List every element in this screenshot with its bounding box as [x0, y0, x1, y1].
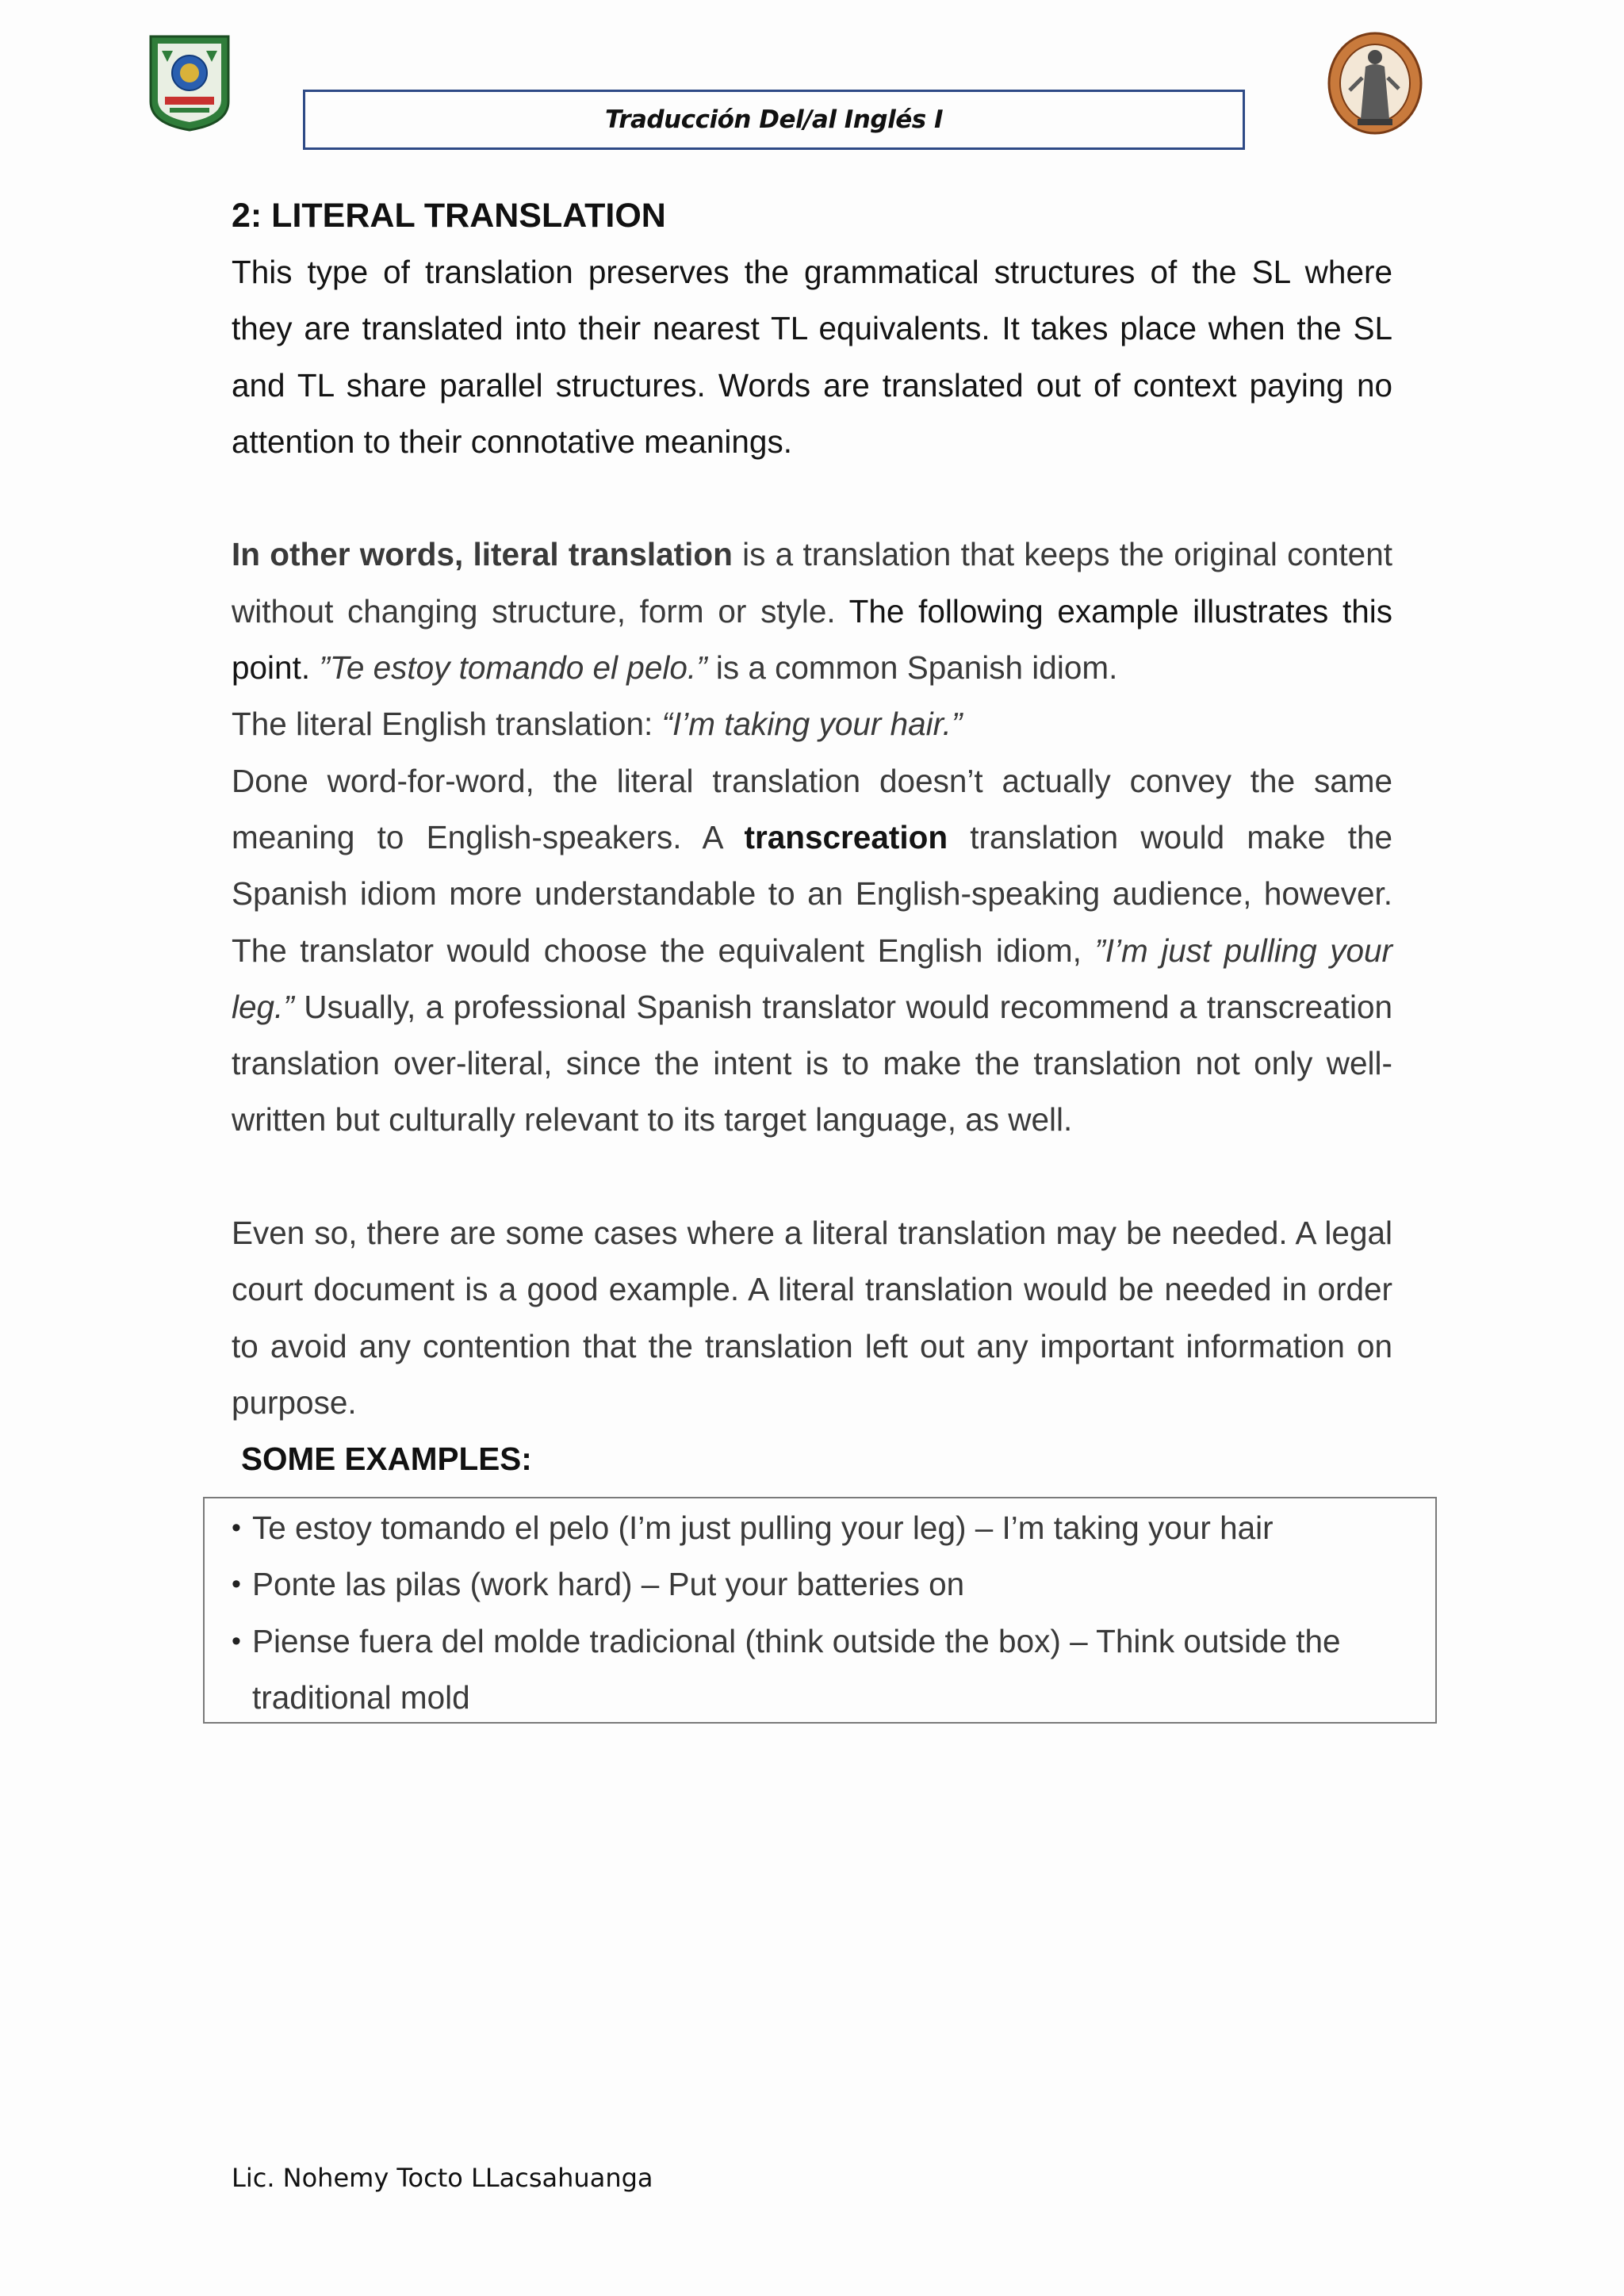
text-segment: Usually, a professional Spanish translator would recommend a transcreation translation over-literal, since the intent is to make the translation not only well-written but culturally relevant to its target language, as well.	[232, 988, 1392, 1138]
text-segment: Done word-for-word, the literal translation doesn’t actually convey the same meaning to English-speakers. A	[232, 762, 1392, 855]
footer-author: Lic. Nohemy Tocto LLacsahuanga	[232, 2163, 653, 2193]
paragraph-gap	[232, 470, 1392, 526]
paragraph-transcreation	[232, 753, 1392, 1149]
bold-lead: In other words, literal translation	[232, 536, 733, 573]
examples-box	[203, 1497, 1437, 1724]
paragraph-legal-example: Even so, there are some cases where a literal translation may be needed. A legal court document is a good example. A literal translation would be needed in order to avoid any contention that the translation left out any important information on purpose.	[232, 1215, 1392, 1421]
section-heading: 2: LITERAL TRANSLATION	[232, 197, 666, 235]
text-segment: is a translation that keeps the original content without changing structure, form or style.	[232, 536, 1392, 629]
bullet-icon: •	[232, 1625, 241, 1656]
examples-heading: SOME EXAMPLES:	[241, 1441, 532, 1478]
university-crest-icon	[146, 32, 233, 133]
examples-list	[232, 1500, 1394, 1726]
text-segment: is a common Spanish idiom.	[707, 649, 1118, 687]
text-segment: The following example illustrates this point.	[232, 592, 1392, 687]
text-segment: translation would make the Spanish idiom more understandable to an English-speaking audience, however. The translator would choose the equivalent English idiom,	[232, 818, 1392, 969]
literal-italic: “I’m taking your hair.”	[661, 706, 963, 743]
paragraph-in-other-words	[232, 526, 1392, 696]
paragraph-definition: This type of translation preserves the grammatical structures of the SL where they are translated into their nearest TL equivalents. It takes place when the SL and TL share parallel structures. Words are translated out of context paying no attention to their connotative meanings.	[232, 254, 1392, 460]
idiom-italic: ”Te estoy tomando el pelo.”	[319, 649, 707, 687]
list-item	[232, 1556, 1394, 1613]
example-text: Te estoy tomando el pelo (I’m just pulling your leg) – I’m taking your hair	[252, 1510, 1274, 1546]
list-item	[232, 1500, 1394, 1556]
text-segment: The literal English translation:	[232, 706, 662, 743]
bullet-icon: •	[232, 1569, 241, 1600]
main-content	[232, 187, 1392, 1487]
faculty-seal-icon	[1326, 30, 1424, 136]
example-text: Ponte las pilas (work hard) – Put your batteries on	[252, 1566, 965, 1603]
transcreation-bold: transcreation	[744, 818, 948, 855]
paragraph-gap	[232, 1149, 1392, 1205]
example-text: Piense fuera del molde tradicional (think outside the box) – Think outside the traditional mold	[252, 1622, 1341, 1716]
list-item	[232, 1613, 1394, 1727]
paragraph-literal-english	[232, 696, 1392, 752]
header-title-box	[303, 90, 1245, 150]
course-title: Traducción Del/al Inglés I	[604, 105, 943, 134]
bullet-icon: •	[232, 1513, 241, 1543]
idiom-italic: ”I’m just pulling your leg.”	[232, 932, 1392, 1025]
